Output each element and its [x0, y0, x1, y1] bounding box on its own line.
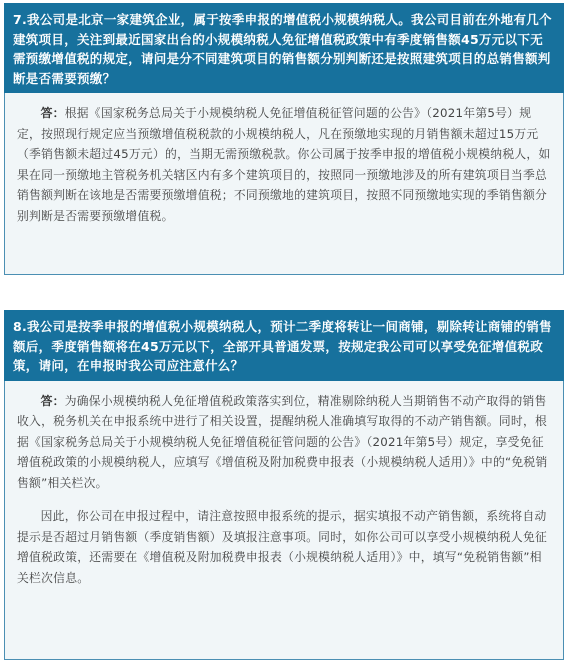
question-text: 7.我公司是北京一家建筑企业，属于按季申报的增值税小规模纳税人。我公司目前在外地有几个建筑项目，关注到最近国家出台的小规模纳税人免征增值税政策中有季度销售额45万元以下无需预缴增值税的规定，请问是分不同建筑项目的销售额分别判断还是按照建筑项目的总销售额判断是否需要预缴？: [13, 12, 552, 86]
question-text: 8.我公司是按季申报的增值税小规模纳税人，预计二季度将转让一间商铺，剔除转让商铺的销售额后，季度销售额将在45万元以下，全部开具普通发票，按规定我公司可以享受免征增值税政策，请问，在申报时我公司应注意什么？: [13, 319, 552, 373]
answer-paragraph: [17, 391, 551, 494]
question-header: [4, 3, 564, 93]
answer-label: 答：: [40, 106, 65, 120]
answer-paragraph: [17, 506, 551, 588]
answer-label: 答：: [40, 393, 65, 408]
answer-text: 因此，你公司在申报过程中，请注意按照申报系统的提示，据实填报不动产销售额，系统将自动提示是否超过月销售额（季度销售额）及填报注意事项。同时，如你公司可以享受小规模纳税人免征增值税政策，还需要在《增值税及附加税费申报表（小规模纳税人适用）》中，填写“免税销售额”相关栏次信息。: [17, 509, 548, 585]
question-header: [4, 310, 564, 381]
qa-card-8: [4, 310, 564, 655]
answer-body: [4, 381, 564, 660]
answer-text: 为确保小规模纳税人免征增值税政策落实到位，精准剔除纳税人当期销售不动产取得的销售收入，税务机关在申报系统中进行了相关设置，提醒纳税人准确填写取得的不动产销售额。同时，根据《国家税务总局关于小规模纳税人免征增值税征管问题的公告》（2021年第5号）规定，享受免征增值税政策的小规模纳税人，应填写《增值税及附加税费申报表（小规模纳税人适用）》中的“免税销售额”相关栏次。: [17, 393, 548, 490]
answer-text: 根据《国家税务总局关于小规模纳税人免征增值税征管问题的公告》（2021年第5号）规定，按照现行规定应当预缴增值税税款的小规模纳税人，凡在预缴地实现的月销售额未超过15万元（季销售额未超过45万元）的，当期无需预缴税款。你公司属于按季申报的增值税小规模纳税人，如果在同一预缴地主管税务机关辖区内有多个建筑项目的，按照同一预缴地涉及的所有建筑项目当季总销售额判断在该地是否需要预缴增值税；不同预缴地的建筑项目，按照不同预缴地实现的季销售额分别判断是否需要预缴增值税。: [17, 106, 551, 223]
answer-paragraph: [17, 103, 551, 226]
qa-card-7: [4, 3, 564, 277]
answer-body: [4, 93, 564, 275]
